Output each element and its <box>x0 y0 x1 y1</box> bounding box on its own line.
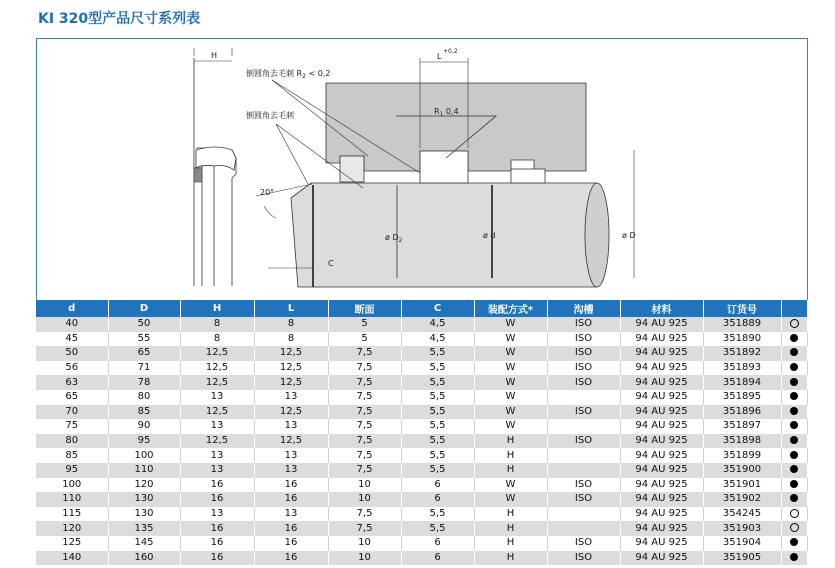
seal-lip <box>340 156 364 182</box>
cell-material: 94 AU 925 <box>620 361 703 376</box>
cell-order: 351895 <box>703 390 781 405</box>
cell-d: 120 <box>36 521 108 536</box>
cell-section: 7,5 <box>328 434 401 449</box>
filled-circle-icon <box>790 465 798 473</box>
cell-H: 13 <box>180 419 254 434</box>
filled-circle-icon <box>790 392 798 400</box>
column-header: 材料 <box>620 300 703 317</box>
label-deburr: 倒圆角去毛刺 <box>246 111 294 120</box>
cell-d: 45 <box>36 332 108 347</box>
cell-mount: H <box>474 434 547 449</box>
cell-material: 94 AU 925 <box>620 507 703 522</box>
cell-material: 94 AU 925 <box>620 478 703 493</box>
page-title: KI 320型产品尺寸系列表 <box>38 11 201 27</box>
label-R1: $R_1$ 0,4 <box>434 107 459 118</box>
cell-section: 10 <box>328 492 401 507</box>
table-row <box>36 448 807 463</box>
cell-material: 94 AU 925 <box>620 492 703 507</box>
cell-material: 94 AU 925 <box>620 551 703 566</box>
column-header: 装配方式* <box>474 300 547 317</box>
cell-d: 95 <box>36 463 108 478</box>
cell-groove <box>547 419 620 434</box>
cell-D: 85 <box>108 405 180 420</box>
availability-cell <box>781 434 807 449</box>
cell-d: 100 <box>36 478 108 493</box>
column-header: L <box>254 300 328 317</box>
availability-cell <box>781 405 807 420</box>
cell-L: 16 <box>254 492 328 507</box>
cell-groove: ISO <box>547 405 620 420</box>
cell-order: 351899 <box>703 448 781 463</box>
cell-section: 5 <box>328 317 401 332</box>
cell-L: 16 <box>254 536 328 551</box>
cell-material: 94 AU 925 <box>620 332 703 347</box>
table-row <box>36 390 807 405</box>
table-body <box>36 317 807 565</box>
availability-cell <box>781 361 807 376</box>
cell-C: 5,5 <box>401 375 474 390</box>
cell-order: 351898 <box>703 434 781 449</box>
cell-order: 351889 <box>703 317 781 332</box>
cell-d: 110 <box>36 492 108 507</box>
cell-material: 94 AU 925 <box>620 390 703 405</box>
cell-d: 125 <box>36 536 108 551</box>
cell-groove <box>547 390 620 405</box>
filled-circle-icon <box>790 436 798 444</box>
cell-d: 70 <box>36 405 108 420</box>
cell-C: 6 <box>401 551 474 566</box>
cell-section: 7,5 <box>328 463 401 478</box>
cell-D: 95 <box>108 434 180 449</box>
cell-L: 12,5 <box>254 346 328 361</box>
cell-groove: ISO <box>547 317 620 332</box>
cell-order: 351896 <box>703 405 781 420</box>
column-header: C <box>401 300 474 317</box>
cell-mount: H <box>474 463 547 478</box>
cell-C: 5,5 <box>401 507 474 522</box>
cell-L: 12,5 <box>254 434 328 449</box>
cell-D: 130 <box>108 507 180 522</box>
cell-D: 65 <box>108 346 180 361</box>
availability-cell <box>781 346 807 361</box>
cell-C: 6 <box>401 478 474 493</box>
cell-D: 110 <box>108 463 180 478</box>
table-row <box>36 521 807 536</box>
cell-mount: W <box>474 419 547 434</box>
label-angle: 20° <box>260 188 275 197</box>
cell-material: 94 AU 925 <box>620 317 703 332</box>
technical-drawing <box>36 38 806 300</box>
cell-H: 12,5 <box>180 346 254 361</box>
cell-L: 13 <box>254 390 328 405</box>
table-row <box>36 463 807 478</box>
cell-mount: H <box>474 551 547 566</box>
label-C: C <box>328 259 334 268</box>
label-H: H <box>211 51 218 60</box>
table-row <box>36 551 807 566</box>
availability-cell <box>781 448 807 463</box>
table-row <box>36 536 807 551</box>
rod-body <box>291 183 608 287</box>
cell-section: 10 <box>328 536 401 551</box>
column-header: d <box>36 300 108 317</box>
cell-H: 12,5 <box>180 405 254 420</box>
open-circle-icon <box>790 319 799 328</box>
guide-strip <box>511 169 545 183</box>
cell-groove: ISO <box>547 551 620 566</box>
cell-H: 13 <box>180 507 254 522</box>
cell-order: 351905 <box>703 551 781 566</box>
cell-order: 354245 <box>703 507 781 522</box>
cell-mount: W <box>474 375 547 390</box>
cell-material: 94 AU 925 <box>620 419 703 434</box>
cell-L: 13 <box>254 448 328 463</box>
table-row <box>36 507 807 522</box>
column-header: 沟槽 <box>547 300 620 317</box>
cell-H: 8 <box>180 332 254 347</box>
cell-section: 7,5 <box>328 361 401 376</box>
cell-d: 56 <box>36 361 108 376</box>
cell-section: 7,5 <box>328 521 401 536</box>
cell-H: 12,5 <box>180 375 254 390</box>
cell-groove: ISO <box>547 332 620 347</box>
cell-groove <box>547 507 620 522</box>
cell-C: 4,5 <box>401 332 474 347</box>
table-row <box>36 419 807 434</box>
filled-circle-icon <box>790 553 798 561</box>
column-header: 订货号 <box>703 300 781 317</box>
table-header-row <box>36 300 807 317</box>
label-D2: ø $D_2$ <box>385 233 403 244</box>
cell-order: 351892 <box>703 346 781 361</box>
cell-section: 7,5 <box>328 448 401 463</box>
cell-order: 351903 <box>703 521 781 536</box>
filled-circle-icon <box>790 378 798 386</box>
cell-H: 8 <box>180 317 254 332</box>
cell-order: 351893 <box>703 361 781 376</box>
availability-cell <box>781 492 807 507</box>
filled-circle-icon <box>790 363 798 371</box>
table-row <box>36 405 807 420</box>
table-row <box>36 317 807 332</box>
cell-groove: ISO <box>547 375 620 390</box>
cell-mount: W <box>474 332 547 347</box>
label-R2: 倒圆角去毛刺 $R_2 < 0,2$ <box>246 69 331 80</box>
cell-order: 351897 <box>703 419 781 434</box>
cell-order: 351890 <box>703 332 781 347</box>
cell-section: 10 <box>328 551 401 566</box>
cell-H: 16 <box>180 521 254 536</box>
cell-C: 5,5 <box>401 419 474 434</box>
filled-circle-icon <box>790 334 798 342</box>
open-circle-icon <box>790 523 799 532</box>
cell-groove: ISO <box>547 536 620 551</box>
cell-order: 351904 <box>703 536 781 551</box>
cell-D: 55 <box>108 332 180 347</box>
rod-end <box>585 183 609 287</box>
table-row <box>36 361 807 376</box>
cell-material: 94 AU 925 <box>620 448 703 463</box>
cell-C: 4,5 <box>401 317 474 332</box>
table-row <box>36 434 807 449</box>
label-L: L <box>437 52 442 61</box>
table-row <box>36 346 807 361</box>
filled-circle-icon <box>790 494 798 502</box>
cell-d: 50 <box>36 346 108 361</box>
cell-C: 5,5 <box>401 405 474 420</box>
filled-circle-icon <box>790 451 798 459</box>
availability-cell <box>781 507 807 522</box>
cell-section: 7,5 <box>328 507 401 522</box>
cell-order: 351894 <box>703 375 781 390</box>
cell-material: 94 AU 925 <box>620 521 703 536</box>
cell-C: 5,5 <box>401 463 474 478</box>
cell-section: 10 <box>328 478 401 493</box>
cell-section: 7,5 <box>328 346 401 361</box>
cell-L: 16 <box>254 521 328 536</box>
cell-D: 78 <box>108 375 180 390</box>
table-row <box>36 375 807 390</box>
filled-circle-icon <box>790 348 798 356</box>
label-d: ø d <box>483 231 496 240</box>
cell-mount: H <box>474 507 547 522</box>
cell-d: 85 <box>36 448 108 463</box>
cell-groove: ISO <box>547 361 620 376</box>
cell-order: 351902 <box>703 492 781 507</box>
cell-groove: ISO <box>547 478 620 493</box>
cell-material: 94 AU 925 <box>620 536 703 551</box>
cell-mount: W <box>474 346 547 361</box>
cell-H: 13 <box>180 390 254 405</box>
open-circle-icon <box>790 509 799 518</box>
cell-D: 100 <box>108 448 180 463</box>
availability-cell <box>781 521 807 536</box>
cell-d: 40 <box>36 317 108 332</box>
table-row <box>36 478 807 493</box>
cell-order: 351901 <box>703 478 781 493</box>
cell-D: 80 <box>108 390 180 405</box>
cell-D: 135 <box>108 521 180 536</box>
label-L-tol: +0,2 <box>443 48 458 55</box>
cell-C: 5,5 <box>401 434 474 449</box>
cell-d: 115 <box>36 507 108 522</box>
cell-L: 13 <box>254 419 328 434</box>
cell-D: 90 <box>108 419 180 434</box>
cell-mount: W <box>474 405 547 420</box>
cell-C: 5,5 <box>401 361 474 376</box>
cell-material: 94 AU 925 <box>620 375 703 390</box>
cell-D: 160 <box>108 551 180 566</box>
cell-H: 16 <box>180 478 254 493</box>
table-row <box>36 492 807 507</box>
availability-cell <box>781 390 807 405</box>
cell-D: 145 <box>108 536 180 551</box>
cell-H: 16 <box>180 536 254 551</box>
cell-C: 5,5 <box>401 346 474 361</box>
cell-section: 7,5 <box>328 419 401 434</box>
filled-circle-icon <box>790 538 798 546</box>
cell-C: 5,5 <box>401 390 474 405</box>
cell-L: 12,5 <box>254 405 328 420</box>
cell-mount: W <box>474 492 547 507</box>
cell-material: 94 AU 925 <box>620 346 703 361</box>
cell-d: 140 <box>36 551 108 566</box>
cell-material: 94 AU 925 <box>620 405 703 420</box>
cell-D: 71 <box>108 361 180 376</box>
cell-mount: W <box>474 361 547 376</box>
cell-section: 7,5 <box>328 390 401 405</box>
cell-mount: H <box>474 521 547 536</box>
cell-L: 8 <box>254 317 328 332</box>
column-header: H <box>180 300 254 317</box>
cell-section: 5 <box>328 332 401 347</box>
cell-section: 7,5 <box>328 405 401 420</box>
availability-cell <box>781 463 807 478</box>
cell-material: 94 AU 925 <box>620 434 703 449</box>
cell-groove <box>547 521 620 536</box>
cell-mount: W <box>474 390 547 405</box>
availability-cell <box>781 332 807 347</box>
cell-section: 7,5 <box>328 375 401 390</box>
spec-table <box>36 300 808 565</box>
cell-D: 50 <box>108 317 180 332</box>
table-row <box>36 332 807 347</box>
cell-d: 65 <box>36 390 108 405</box>
column-header: D <box>108 300 180 317</box>
availability-cell <box>781 536 807 551</box>
cell-L: 12,5 <box>254 375 328 390</box>
cell-D: 130 <box>108 492 180 507</box>
cell-mount: H <box>474 448 547 463</box>
availability-cell <box>781 419 807 434</box>
cell-groove <box>547 448 620 463</box>
cell-H: 13 <box>180 448 254 463</box>
cell-d: 75 <box>36 419 108 434</box>
cell-C: 5,5 <box>401 448 474 463</box>
cell-d: 63 <box>36 375 108 390</box>
cell-H: 16 <box>180 551 254 566</box>
filled-circle-icon <box>790 421 798 429</box>
cell-C: 6 <box>401 536 474 551</box>
cell-material: 94 AU 925 <box>620 463 703 478</box>
cell-mount: W <box>474 478 547 493</box>
filled-circle-icon <box>790 480 798 488</box>
cell-L: 8 <box>254 332 328 347</box>
cell-mount: W <box>474 317 547 332</box>
filled-circle-icon <box>790 407 798 415</box>
cell-d: 80 <box>36 434 108 449</box>
cell-L: 13 <box>254 463 328 478</box>
cell-C: 6 <box>401 492 474 507</box>
cell-H: 13 <box>180 463 254 478</box>
cell-groove: ISO <box>547 346 620 361</box>
cell-L: 16 <box>254 551 328 566</box>
cell-H: 12,5 <box>180 434 254 449</box>
cell-groove: ISO <box>547 492 620 507</box>
availability-cell <box>781 551 807 566</box>
availability-cell <box>781 375 807 390</box>
availability-cell <box>781 478 807 493</box>
cell-groove <box>547 463 620 478</box>
availability-cell <box>781 317 807 332</box>
cell-H: 12,5 <box>180 361 254 376</box>
wiper-groove-seal <box>420 151 468 183</box>
cell-mount: H <box>474 536 547 551</box>
cell-groove: ISO <box>547 434 620 449</box>
label-D: ø D <box>622 231 636 240</box>
cell-H: 16 <box>180 492 254 507</box>
cell-C: 5,5 <box>401 521 474 536</box>
cell-L: 12,5 <box>254 361 328 376</box>
cell-L: 16 <box>254 478 328 493</box>
column-header <box>781 300 807 317</box>
cell-D: 120 <box>108 478 180 493</box>
cell-L: 13 <box>254 507 328 522</box>
column-header: 断面 <box>328 300 401 317</box>
cell-order: 351900 <box>703 463 781 478</box>
